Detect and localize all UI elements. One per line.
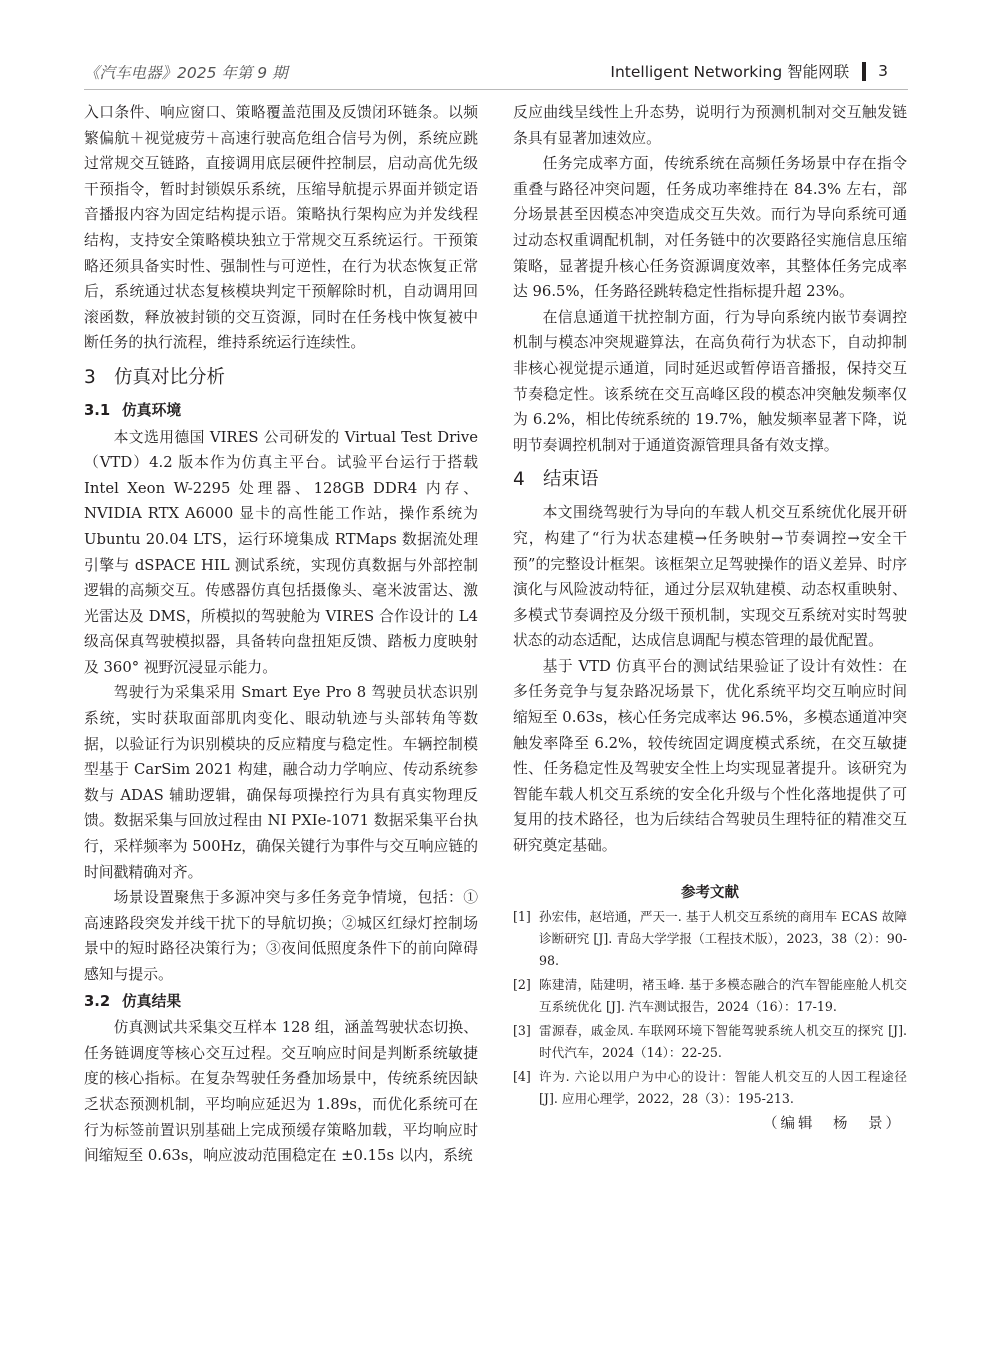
paragraph: 场景设置聚焦于多源冲突与多任务竞争情境，包括：①高速路段突发并线干扰下的导航切换；②城区红绿灯控制场景中的短时路径决策行为；③夜间低照度条件下的前向障碍感知与提示。 xyxy=(84,889,478,983)
references-title: 参考文献 xyxy=(681,884,739,901)
page-number: 3 xyxy=(878,62,888,80)
reference-item xyxy=(513,1066,907,1110)
section-number: 4 xyxy=(513,469,525,491)
paragraph: 任务完成率方面，传统系统在高频任务场景中存在指令重叠与路径冲突问题，任务成功率维持在 84.3% 左右，部分场景甚至因模态冲突造成交互失效。而行为导向系统可通过动态权重调配机制，对任务链中的次要路径实施信息压缩策略，显著提升核心任务资源调度效率，其整体任务完成率达 96.5%，任务路径跳转稳定性指标提升超 23%。 xyxy=(513,155,907,301)
reference-number: [3] xyxy=(513,1022,531,1038)
paragraph: 本文选用德国 VIRES 公司研发的 Virtual Test Drive（VTD）4.2 版本作为仿真主平台。试验平台运行于搭载 Intel Xeon W-2295 处理器、128GB DDR4 内存、NVIDIA RTX A6000 显卡的高性能工作站，操作系统为 Ubuntu 20.04 LTS，运行环境集成 RTMaps 数据流处理引擎与 dSPACE HIL 测试系统，实现仿真数据与外部控制逻辑的高频交互。传感器仿真包括摄像头、毫米波雷达、激光雷达及 DMS，所模拟的驾驶舱为 VIRES 合作设计的 L4 级高保真驾驶模拟器，具备转向盘扭矩反馈、踏板力度映射及 360° 视野沉浸显示能力。 xyxy=(84,428,478,676)
header-divider-bar xyxy=(862,62,866,81)
header-rule xyxy=(84,89,908,90)
subsection-3-2-heading xyxy=(84,989,478,1015)
reference-item xyxy=(513,906,907,972)
reference-item xyxy=(513,974,907,1018)
intro-paragraph: 入口条件、响应窗口、策略覆盖范围及反馈闭环链条。以频繁偏航＋视觉疲劳＋高速行驶高危组合信号为例，系统应跳过常规交互链路，直接调用底层硬件控制层，启动高优先级干预指令，暂时封锁娱乐系统，压缩导航提示界面并锁定语音播报内容为固定结构提示语。策略执行架构应为并发线程结构，支持安全策略模块独立于常规交互系统运行。干预策略还须具备实时性、强制性与可逆性，在行为状态恢复正常后，系统通过状态复核模块判定干预解除时机，自动调用回滚函数，释放被封锁的交互资源，同时在任务栈中恢复被中断任务的执行流程，维持系统运行连续性。 xyxy=(84,104,478,352)
reference-text: 孙宏伟，赵培通，严天一. 基于人机交互系统的商用车 ECAS 故障诊断研究 [J]. 青岛大学学报（工程技术版），2023，38（2）：90-98. xyxy=(539,908,907,968)
paragraph: 驾驶行为采集采用 Smart Eye Pro 8 驾驶员状态识别系统，实时获取面部肌肉变化、眼动轨迹与头部转角等数据，以验证行为识别模块的反应精度与稳定性。车辆控制模型基于 CarSim 2021 构建，融合动力学响应、传动系统参数与 ADAS 辅助逻辑，确保每项操控行为具有真实物理反馈。数据采集与回放过程由 NI PXIe-1071 数据采集平台执行，采样频率为 500Hz，确保关键行为事件与交互响应链的时间戳精确对齐。 xyxy=(84,684,478,881)
paragraph: 基于 VTD 仿真平台的测试结果验证了设计有效性：在多任务竞争与复杂路况场景下，优化系统平均交互响应时间缩短至 0.63s，核心任务完成率达 96.5%，多模态通道冲突触发率降至 6.2%，较传统固定调度模式系统，在交互敏捷性、任务稳定性及驾驶安全性上均实现显著提升。该研究为智能车载人机交互系统的安全化升级与个性化落地提供了可复用的技术路径，也为后续结合驾驶员生理特征的精准交互研究奠定基础。 xyxy=(513,657,907,855)
reference-text: 陈建清，陆建明，褚玉峰. 基于多模态融合的汽车智能座舱人机交互系统优化 [J]. 汽车测试报告，2024（16）：17-19. xyxy=(539,976,907,1014)
left-column xyxy=(84,100,478,1169)
paragraph: 反应曲线呈线性上升态势，说明行为预测机制对交互触发链条具有显著加速效应。 xyxy=(513,104,907,147)
subsection-number: 3.1 xyxy=(84,401,111,419)
reference-number: [2] xyxy=(513,976,531,992)
section-3-heading xyxy=(84,364,478,392)
section-label: Intelligent Networking 智能网联 xyxy=(610,63,850,81)
journal-issue-header: 《汽车电器》2025 年第 9 期 xyxy=(84,64,288,82)
section-4-heading xyxy=(513,466,907,494)
paragraph: 仿真测试共采集交互样本 128 组，涵盖驾驶状态切换、任务链调度等核心交互过程。交互响应时间是判断系统敏捷度的核心指标。在复杂驾驶任务叠加场景中，传统系统因缺乏状态预测机制，平均响应延迟为 1.89s，而优化系统可在行为标签前置识别基础上完成预缓存策略加载，平均响应时间缩短至 0.63s，响应波动范围稳定在 ±0.15s 以内，系统 xyxy=(84,1019,478,1165)
section-title: 结束语 xyxy=(543,469,599,491)
right-column xyxy=(513,100,907,1133)
subsection-number: 3.2 xyxy=(84,992,111,1010)
editor-credit: （编辑 杨 景） xyxy=(763,1115,903,1132)
reference-text: 雷源春，戚金凤. 车联网环境下智能驾驶系统人机交互的探究 [J]. 时代汽车，2024（14）：22-25. xyxy=(539,1022,907,1060)
section-title: 仿真对比分析 xyxy=(114,366,226,388)
reference-number: [4] xyxy=(513,1068,531,1084)
section-number: 3 xyxy=(84,366,96,388)
subsection-title: 仿真环境 xyxy=(122,401,182,419)
reference-text: 许为. 六论以用户为中心的设计：智能人机交互的人因工程途径 [J]. 应用心理学，2022，28（3）：195-213. xyxy=(539,1068,907,1106)
paragraph: 本文围绕驾驶行为导向的车载人机交互系统优化展开研究，构建了“行为状态建模→任务映射→节奏调控→安全干预”的完整设计框架。该框架立足驾驶操作的语义差异、时序演化与风险波动特征，通过分层双轨建模、动态权重映射、多模式节奏调控及分级干预机制，实现交互系统对实时驾驶状态的动态适配，达成信息调配与模态管理的最优配置。 xyxy=(513,504,907,650)
section-header xyxy=(610,60,888,82)
subsection-title: 仿真结果 xyxy=(122,992,182,1010)
reference-item xyxy=(513,1020,907,1064)
subsection-3-1-heading xyxy=(84,398,478,424)
reference-number: [1] xyxy=(513,908,531,924)
paragraph: 在信息通道干扰控制方面，行为导向系统内嵌节奏调控机制与模态冲突规避算法，在高负荷行为状态下，自动抑制非核心视觉提示通道，同时延迟或暂停语音播报，保持交互节奏稳定性。该系统在交互高峰区段的模态冲突触发频率仅为 6.2%，相比传统系统的 19.7%，触发频率显著下降，说明节奏调控机制对于通道资源管理具备有效支撑。 xyxy=(513,308,907,454)
